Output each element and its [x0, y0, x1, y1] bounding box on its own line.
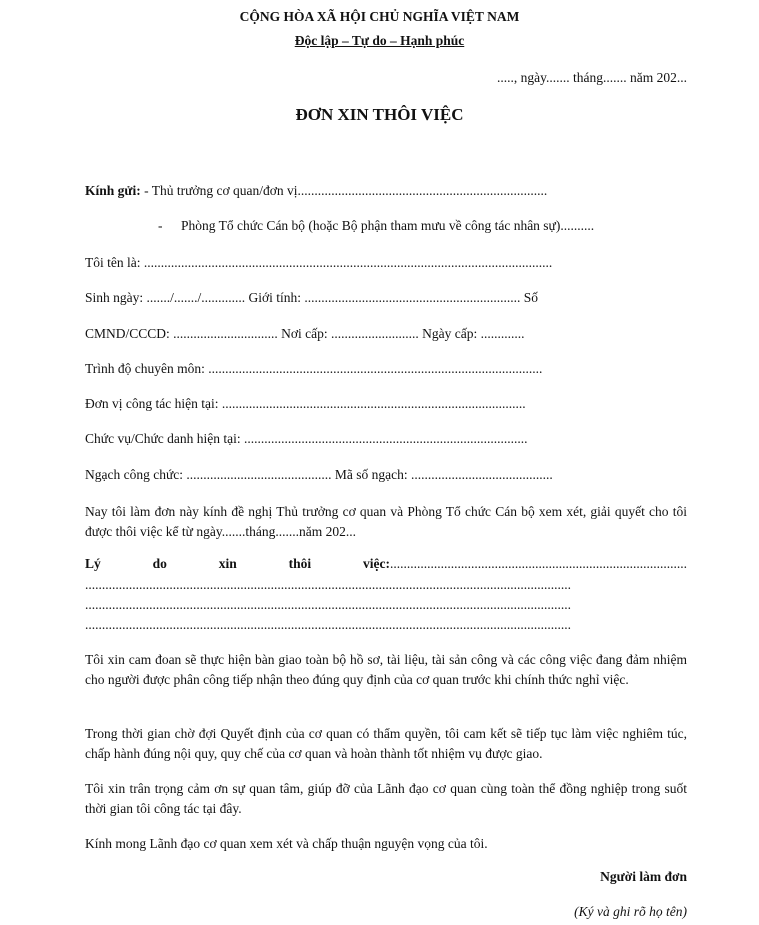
field-id-card: CMND/CCCD: ............................... Nơi cấp: .......................... Ngày cấp: ............. — [85, 326, 525, 341]
field-name: Tôi tên là: ......................................................................................................................... — [85, 255, 553, 270]
field-position: Chức vụ/Chức danh hiện tại: .................................................................................... — [85, 431, 528, 446]
reason-word-4: thôi — [288, 556, 312, 571]
signature-title: Người làm đơn — [600, 869, 687, 884]
reason-row — [85, 556, 687, 572]
recipient-second: Phòng Tổ chức Cán bộ (hoặc Bộ phận tham mưu về công tác nhân sự).......... — [181, 218, 595, 233]
field-birth-gender: Sinh ngày: ......./......./............. Giới tính: ................................................................ Số — [85, 290, 539, 305]
recipient-first: - Thủ trưởng cơ quan/đơn vị.......................................................................... — [140, 183, 548, 198]
closing-paragraph: Kính mong Lãnh đạo cơ quan xem xét và chấp thuận nguyện vọng của tôi. — [85, 836, 488, 851]
document-title: ĐƠN XIN THÔI VIỆC — [295, 105, 464, 124]
reason-dots-first: ........................................................................................ — [389, 556, 687, 571]
handover-paragraph: Tôi xin cam đoan sẽ thực hiện bàn giao toàn bộ hồ sơ, tài liệu, tài sản công và các công việc đang đảm nhiệm cho người được phân công tiếp nhận theo đúng quy định của cơ quan trước khi chính thức nghỉ việc. — [85, 652, 687, 687]
reason-line-3: ................................................................................................................................................ — [85, 617, 571, 632]
reason-word-1: Lý — [85, 556, 101, 571]
recipient-label: Kính gửi: — [85, 183, 141, 198]
motto — [0, 33, 759, 49]
motto-text: Độc lập – Tự do – Hạnh phúc — [294, 33, 465, 48]
reason-word-5: việc: — [363, 556, 390, 571]
field-grade: Ngạch công chức: ........................................... Mã số ngạch: .......................................... — [85, 467, 553, 482]
field-qualification: Trình độ chuyên môn: ................................................................................................... — [85, 361, 543, 376]
reason-line-1: ................................................................................................................................................ — [85, 577, 571, 592]
field-unit: Đơn vị công tác hiện tại: .......................................................................................... — [85, 396, 526, 411]
request-paragraph: Nay tôi làm đơn này kính đề nghị Thủ trưởng cơ quan và Phòng Tổ chức Cán bộ xem xét, giải quyết cho tôi được thôi việc kể từ ngày.......tháng.......năm 202... — [85, 504, 687, 539]
recipient-line-1 — [85, 183, 547, 199]
signature-note: (Ký và ghi rõ họ tên) — [574, 904, 687, 919]
country-heading: CỘNG HÒA XÃ HỘI CHỦ NGHĨA VIỆT NAM — [239, 9, 520, 24]
reason-word-3: xin — [218, 556, 237, 571]
reason-word-2: do — [152, 556, 167, 571]
commitment-paragraph: Trong thời gian chờ đợi Quyết định của cơ quan có thẩm quyền, tôi cam kết sẽ tiếp tục làm việc nghiêm túc, chấp hành đúng nội quy, quy chế của cơ quan và hoàn thành tốt nhiệm vụ được giao. — [85, 726, 687, 761]
recipient-dash: - — [158, 218, 163, 233]
thanks-paragraph: Tôi xin trân trọng cảm ơn sự quan tâm, giúp đỡ của Lãnh đạo cơ quan cùng toàn thể đồng nghiệp trong suốt thời gian tôi công tác tại đây. — [85, 781, 687, 816]
date-line: ....., ngày....... tháng....... năm 202... — [497, 70, 687, 85]
reason-line-2: ................................................................................................................................................ — [85, 597, 571, 612]
